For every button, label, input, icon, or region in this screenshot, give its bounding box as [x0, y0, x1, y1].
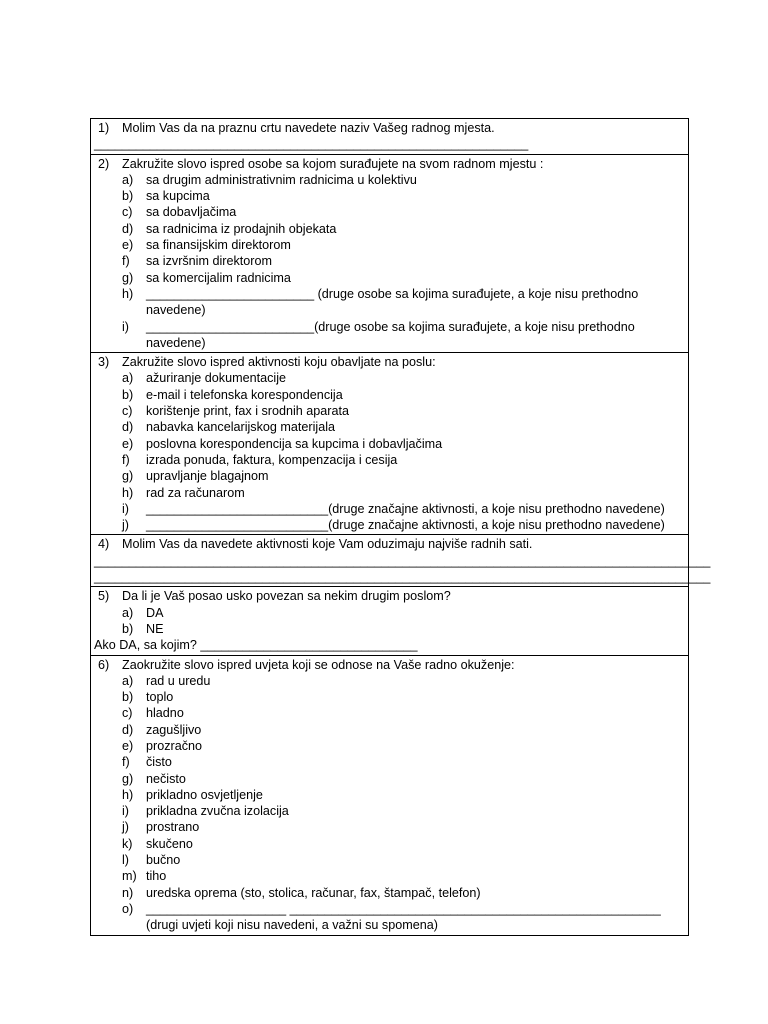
option-item[interactable] — [91, 787, 680, 803]
option-item[interactable] — [91, 738, 680, 754]
option-continuation — [91, 335, 680, 351]
option-continuation — [91, 302, 680, 318]
option-item[interactable] — [91, 468, 680, 484]
option-text: korištenje print, fax i srodnih aparata — [146, 404, 350, 419]
option-item[interactable] — [91, 403, 680, 419]
option-text: tiho — [146, 869, 167, 884]
option-text: upravljanje blagajnom — [146, 469, 269, 484]
option-item[interactable] — [91, 501, 680, 517]
answer-line-text: ________________________________________________________________________________________ — [94, 553, 711, 568]
option-letter[interactable]: b) — [122, 387, 134, 402]
option-item[interactable] — [91, 605, 680, 621]
option-list — [91, 370, 680, 533]
option-item[interactable] — [91, 436, 680, 452]
question-5 — [91, 586, 688, 654]
option-letter[interactable]: k) — [122, 836, 133, 851]
question-6 — [91, 655, 688, 935]
option-letter[interactable]: b) — [122, 690, 134, 705]
option-text: DA — [146, 605, 164, 620]
option-letter[interactable]: c) — [122, 706, 133, 721]
followup-text: Ako DA, sa kojim? _______________________________ — [94, 638, 418, 653]
option-item[interactable] — [91, 868, 680, 884]
option-item[interactable] — [91, 673, 680, 689]
option-item[interactable] — [91, 188, 680, 204]
option-text: sa izvršnim direktorom — [146, 254, 272, 269]
option-text: nečisto — [146, 771, 186, 786]
option-text: prozračno — [146, 738, 203, 753]
option-text: sa radnicima iz prodajnih objekata — [146, 221, 337, 236]
question-row — [91, 657, 680, 673]
option-text: čisto — [146, 755, 172, 770]
option-letter[interactable]: d) — [122, 420, 134, 435]
option-text: ____________________ _____________________________________________________ — [146, 901, 661, 916]
question-row — [91, 120, 680, 136]
option-continuation-text: navedene) — [146, 335, 206, 350]
option-continuation-text: (drugi uvjeti koji nisu navedeni, a važni su spomena) — [146, 918, 438, 933]
option-text: nabavka kancelarijskog materijala — [146, 420, 336, 435]
option-list — [91, 172, 680, 351]
option-letter[interactable]: f) — [122, 254, 130, 269]
option-letter[interactable]: e) — [122, 436, 134, 451]
option-letter[interactable]: j) — [122, 518, 129, 533]
option-item[interactable] — [91, 885, 680, 901]
option-letter[interactable]: c) — [122, 404, 133, 419]
option-letter[interactable]: i) — [122, 319, 129, 334]
question-text: Zakružite slovo ispred aktivnosti koju obavljate na poslu: — [122, 355, 436, 370]
option-text: skučeno — [146, 836, 193, 851]
option-letter[interactable]: f) — [122, 755, 130, 770]
option-text: sa dobavljačima — [146, 205, 237, 220]
question-text: Zakružite slovo ispred osobe sa kojom surađujete na svom radnom mjestu : — [122, 156, 544, 171]
answer-line[interactable] — [91, 569, 711, 585]
option-continuation — [91, 917, 680, 933]
option-letter[interactable]: h) — [122, 787, 134, 802]
option-item[interactable] — [91, 452, 680, 468]
question-2 — [91, 154, 688, 353]
option-text: rad u uredu — [146, 673, 211, 688]
option-item[interactable] — [91, 370, 680, 386]
option-letter[interactable]: i) — [122, 501, 129, 516]
question-text: Molim Vas da na praznu crtu navedete naziv Vašeg radnog mjesta. — [122, 121, 495, 135]
option-letter[interactable]: m) — [122, 869, 137, 884]
option-text: poslovna korespondencija sa kupcima i dobavljačima — [146, 436, 443, 451]
question-row — [91, 536, 680, 552]
option-item[interactable] — [91, 237, 680, 253]
option-letter[interactable]: b) — [122, 621, 134, 636]
option-item[interactable] — [91, 270, 680, 286]
option-item[interactable] — [91, 517, 680, 533]
option-text: ________________________(druge osobe sa kojima surađujete, a koje nisu prethodno — [146, 319, 635, 334]
question-1 — [91, 119, 688, 154]
option-item[interactable] — [91, 722, 680, 738]
option-letter[interactable]: e) — [122, 738, 134, 753]
option-letter[interactable]: b) — [122, 189, 134, 204]
question-number: 4) — [98, 537, 110, 552]
option-text: sa drugim administrativnim radnicima u kolektivu — [146, 172, 417, 187]
option-text: prikladna zvučna izolacija — [146, 804, 289, 819]
option-item[interactable] — [91, 705, 680, 721]
option-letter[interactable]: h) — [122, 485, 134, 500]
option-letter[interactable]: a) — [122, 371, 134, 386]
option-text: uredska oprema (sto, stolica, računar, fax, štampač, telefon) — [146, 885, 481, 900]
option-letter[interactable]: g) — [122, 771, 134, 786]
question-3 — [91, 352, 688, 534]
option-letter[interactable]: j) — [122, 820, 129, 835]
question-row — [91, 156, 680, 172]
question-text: Zaokružite slovo ispred uvjeta koji se odnose na Vaše radno okuženje: — [122, 657, 515, 672]
option-letter[interactable]: n) — [122, 885, 134, 900]
option-item[interactable] — [91, 819, 680, 835]
answer-line-text: ________________________________________________________________________________________ — [94, 570, 711, 585]
option-item[interactable] — [91, 286, 680, 302]
option-letter[interactable]: a) — [122, 673, 134, 688]
option-letter[interactable]: c) — [122, 205, 133, 220]
option-text: __________________________(druge značajne aktivnosti, a koje nisu prethodno navedene) — [146, 501, 665, 516]
question-row — [91, 588, 680, 604]
option-letter[interactable]: d) — [122, 221, 134, 236]
option-text: sa komercijalim radnicima — [146, 270, 291, 285]
option-text: bučno — [146, 853, 181, 868]
option-letter[interactable]: e) — [122, 238, 134, 253]
question-number: 6) — [98, 657, 110, 672]
option-item[interactable] — [91, 485, 680, 501]
question-text: Molim Vas da navedete aktivnosti koje Vam oduzimaju najviše radnih sati. — [122, 537, 533, 552]
option-item[interactable] — [91, 387, 680, 403]
option-item[interactable] — [91, 204, 680, 220]
option-text: prostrano — [146, 820, 200, 835]
option-item[interactable] — [91, 754, 680, 770]
option-item[interactable] — [91, 172, 680, 188]
answer-line[interactable] — [91, 553, 711, 569]
option-item[interactable] — [91, 319, 680, 335]
option-letter[interactable]: l) — [122, 853, 129, 868]
option-continuation-text: navedene) — [146, 303, 206, 318]
option-letter[interactable]: h) — [122, 286, 134, 301]
option-list — [91, 605, 680, 638]
option-item[interactable] — [91, 836, 680, 852]
option-item[interactable] — [91, 689, 680, 705]
option-item[interactable] — [91, 621, 680, 637]
option-text: NE — [146, 621, 164, 636]
option-list — [91, 673, 680, 934]
answer-line[interactable] — [91, 136, 680, 152]
option-item[interactable] — [91, 419, 680, 435]
option-item[interactable] — [91, 803, 680, 819]
option-letter[interactable]: o) — [122, 901, 134, 916]
option-letter[interactable]: a) — [122, 172, 134, 187]
option-text: rad za računarom — [146, 485, 245, 500]
option-text: prikladno osvjetljenje — [146, 787, 263, 802]
option-item[interactable] — [91, 901, 680, 917]
followup-row[interactable] — [91, 637, 680, 653]
option-text: e-mail i telefonska korespondencija — [146, 387, 343, 402]
option-text: ažuriranje dokumentacije — [146, 371, 287, 386]
answer-line-text: ______________________________________________________________ — [94, 137, 529, 152]
question-number: 2) — [98, 156, 110, 171]
option-text: ________________________ (druge osobe sa kojima surađujete, a koje nisu prethodno — [146, 286, 639, 301]
option-text: hladno — [146, 706, 184, 721]
option-letter[interactable]: a) — [122, 605, 134, 620]
question-text: Da li je Vaš posao usko povezan sa nekim drugim poslom? — [122, 589, 451, 604]
option-text: toplo — [146, 690, 174, 705]
option-item[interactable] — [91, 771, 680, 787]
option-item[interactable] — [91, 221, 680, 237]
option-text: izrada ponuda, faktura, kompenzacija i cesija — [146, 452, 398, 467]
question-number: 3) — [98, 355, 110, 370]
option-text: sa finansijskim direktorom — [146, 238, 291, 253]
option-text: sa kupcima — [146, 189, 210, 204]
option-item[interactable] — [91, 852, 680, 868]
option-letter[interactable]: g) — [122, 270, 134, 285]
question-number: 5) — [98, 589, 110, 604]
option-letter[interactable]: d) — [122, 722, 134, 737]
option-item[interactable] — [91, 253, 680, 269]
option-text: __________________________(druge značajne aktivnosti, a koje nisu prethodno navedene) — [146, 518, 665, 533]
option-letter[interactable]: f) — [122, 452, 130, 467]
questionnaire-table — [90, 118, 711, 936]
question-4 — [91, 534, 711, 586]
question-number: 1) — [98, 121, 110, 135]
option-letter[interactable]: g) — [122, 469, 134, 484]
option-letter[interactable]: i) — [122, 804, 129, 819]
option-text: zagušljivo — [146, 722, 202, 737]
question-row — [91, 354, 680, 370]
